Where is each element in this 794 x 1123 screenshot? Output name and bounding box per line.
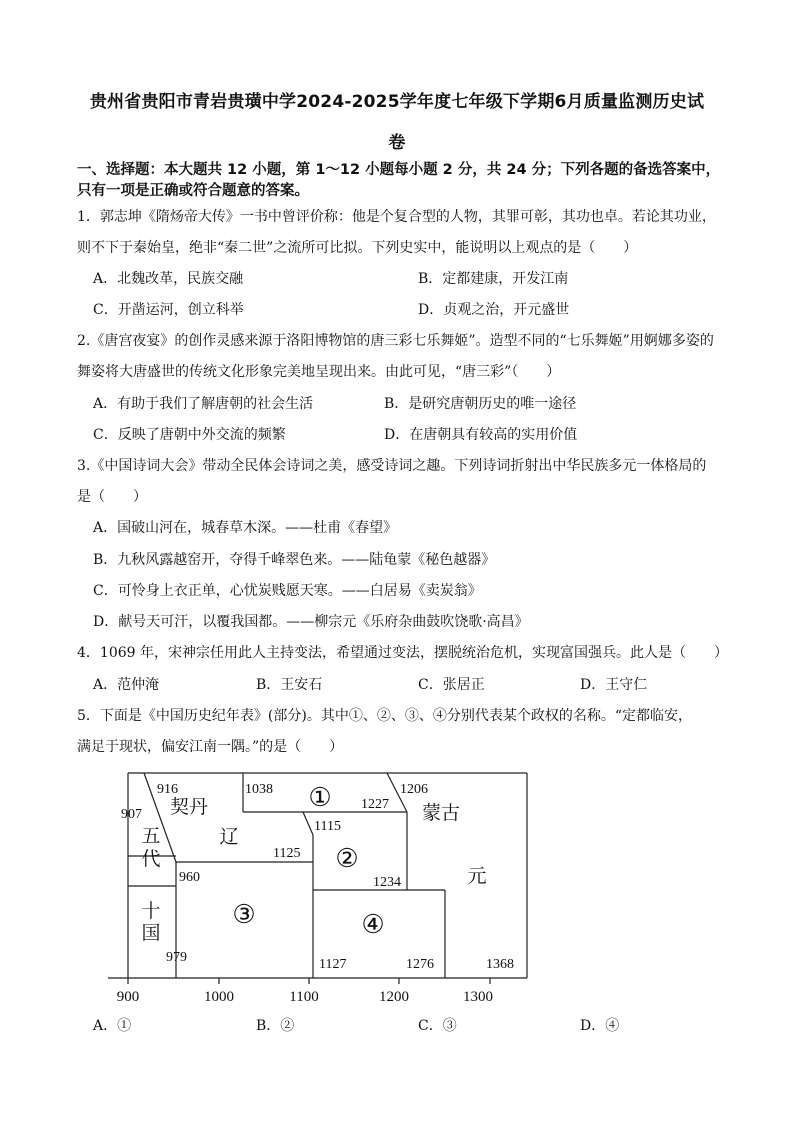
- regime-menggu: 蒙古: [421, 803, 461, 824]
- q4-option-c: C．张居正: [418, 677, 485, 693]
- exam-title-line2: 卷: [388, 133, 406, 153]
- regime-liao: 辽: [219, 827, 239, 848]
- q4-option-b: B．王安石: [256, 677, 323, 693]
- q5-option-c: C．③: [418, 1018, 457, 1034]
- q4-option-a: A．范仲淹: [93, 677, 160, 693]
- time-axis: [108, 978, 527, 984]
- q1-option-b: B．定都建康，开发江南: [418, 271, 569, 287]
- year-907: 907: [121, 807, 142, 822]
- exam-title-line1: 贵州省贵阳市青岩贵璜中学2024-2025学年度七年级下学期6月质量监测历史试: [89, 92, 705, 112]
- axis-tick-900: 900: [116, 989, 140, 1005]
- q2-stem-line1: 2.《唐宫夜宴》的创作灵感来源于洛阳博物馆的唐三彩七乐舞姬”。造型不同的“七乐舞姬”用婀娜多姿的: [77, 333, 714, 349]
- section-heading-line1: 一、选择题：本大题共 12 小题，第 1～12 小题每小题 2 分，共 24 分；下列各题的备选答案中，: [77, 162, 721, 178]
- q3-stem-line2: 是（ ）: [77, 489, 147, 505]
- section-heading-line2: 只有一项是正确或符合题意的答案。: [77, 183, 309, 199]
- q5-stem-line2: 满足于现状，偏安江南一隅。”的是（ ）: [77, 739, 344, 755]
- year-1368: 1368: [486, 957, 514, 972]
- axis-tick-1300: 1300: [463, 989, 493, 1005]
- q2-option-d: D．在唐朝具有较高的实用价值: [384, 427, 578, 443]
- regime-circled-3: ③: [232, 900, 256, 929]
- q3-stem-line1: 3.《中国诗词大会》带动全民体会诗词之美，感受诗词之趣。下列诗词折射出中华民族多元一体格局的: [77, 458, 707, 474]
- axis-tick-1000: 1000: [204, 989, 234, 1005]
- q2-option-b: B．是研究唐朝历史的唯一途径: [384, 396, 577, 412]
- q1-option-c: C．开凿运河，创立科举: [93, 302, 244, 318]
- regime-circled-2: ②: [335, 844, 359, 873]
- year-1115: 1115: [314, 819, 341, 834]
- year-1234: 1234: [373, 875, 401, 890]
- q4-option-d: D．王守仁: [580, 677, 648, 693]
- q3-option-a: A．国破山河在，城春草木深。——杜甫《春望》: [93, 520, 398, 536]
- axis-tick-1100: 1100: [289, 989, 319, 1005]
- regime-qidan: 契丹: [169, 797, 209, 818]
- year-1127: 1127: [319, 957, 347, 972]
- regime-circled-1: ①: [308, 783, 332, 812]
- year-916: 916: [157, 782, 178, 797]
- regime-circled-4: ④: [361, 910, 385, 939]
- q2-option-c: C．反映了唐朝中外交流的频繁: [93, 427, 286, 443]
- q1-option-a: A．北魏改革，民族交融: [93, 271, 244, 287]
- q5-option-b: B．②: [256, 1018, 295, 1034]
- year-1038: 1038: [245, 782, 273, 797]
- q3-option-b: B．九秋风露越窑开，夺得千峰翠色来。——陆龟蒙《秘色越器》: [93, 552, 496, 568]
- year-1227: 1227: [361, 797, 389, 812]
- axis-tick-1200: 1200: [379, 989, 409, 1005]
- q2-stem-line2: 舞姿将大唐盛世的传统文化形象完美地呈现出来。由此可见，“唐三彩”（ ）: [77, 364, 561, 380]
- q1-stem-line2: 则不下于秦始皇，绝非“秦二世”之流所可比拟。下列史实中，能说明以上观点的是（ ）: [77, 240, 638, 256]
- q3-option-d: D．献号天可汗，以覆我国都。——柳宗元《乐府杂曲鼓吹饶歌·高昌》: [93, 614, 529, 630]
- year-1125: 1125: [273, 846, 301, 861]
- q4-stem-line1: 4．1069 年，宋神宗任用此人主持变法，希望通过变法，摆脱统治危机，实现富国强兵。此人是（ ）: [77, 645, 728, 661]
- year-1206: 1206: [400, 782, 428, 797]
- year-979: 979: [166, 950, 187, 965]
- regime-shi: 十: [141, 901, 161, 922]
- q5-option-d: D．④: [580, 1018, 620, 1034]
- regime-yuan: 元: [467, 866, 487, 887]
- q3-option-c: C．可怜身上衣正单，心忧炭贱愿天寒。——白居易《卖炭翁》: [93, 583, 482, 599]
- regime-wu: 五: [141, 826, 161, 847]
- regime-dai: 代: [141, 849, 161, 870]
- q1-option-d: D．贞观之治，开元盛世: [418, 302, 570, 318]
- year-1276: 1276: [406, 957, 434, 972]
- q5-option-a: A．①: [93, 1018, 132, 1034]
- q5-stem-line1: 5．下面是《中国历史纪年表》(部分)。其中①、②、③、④分别代表某个政权的名称。“定都临安，: [77, 708, 692, 724]
- regime-guo: 国: [141, 923, 161, 944]
- year-960: 960: [179, 870, 200, 885]
- q2-option-a: A．有助于我们了解唐朝的社会生活: [93, 396, 314, 412]
- q1-stem-line1: 1．郭志坤《隋炀帝大传》一书中曾评价称：他是个复合型的人物，其罪可彰，其功也卓。若论其功业，: [77, 209, 716, 225]
